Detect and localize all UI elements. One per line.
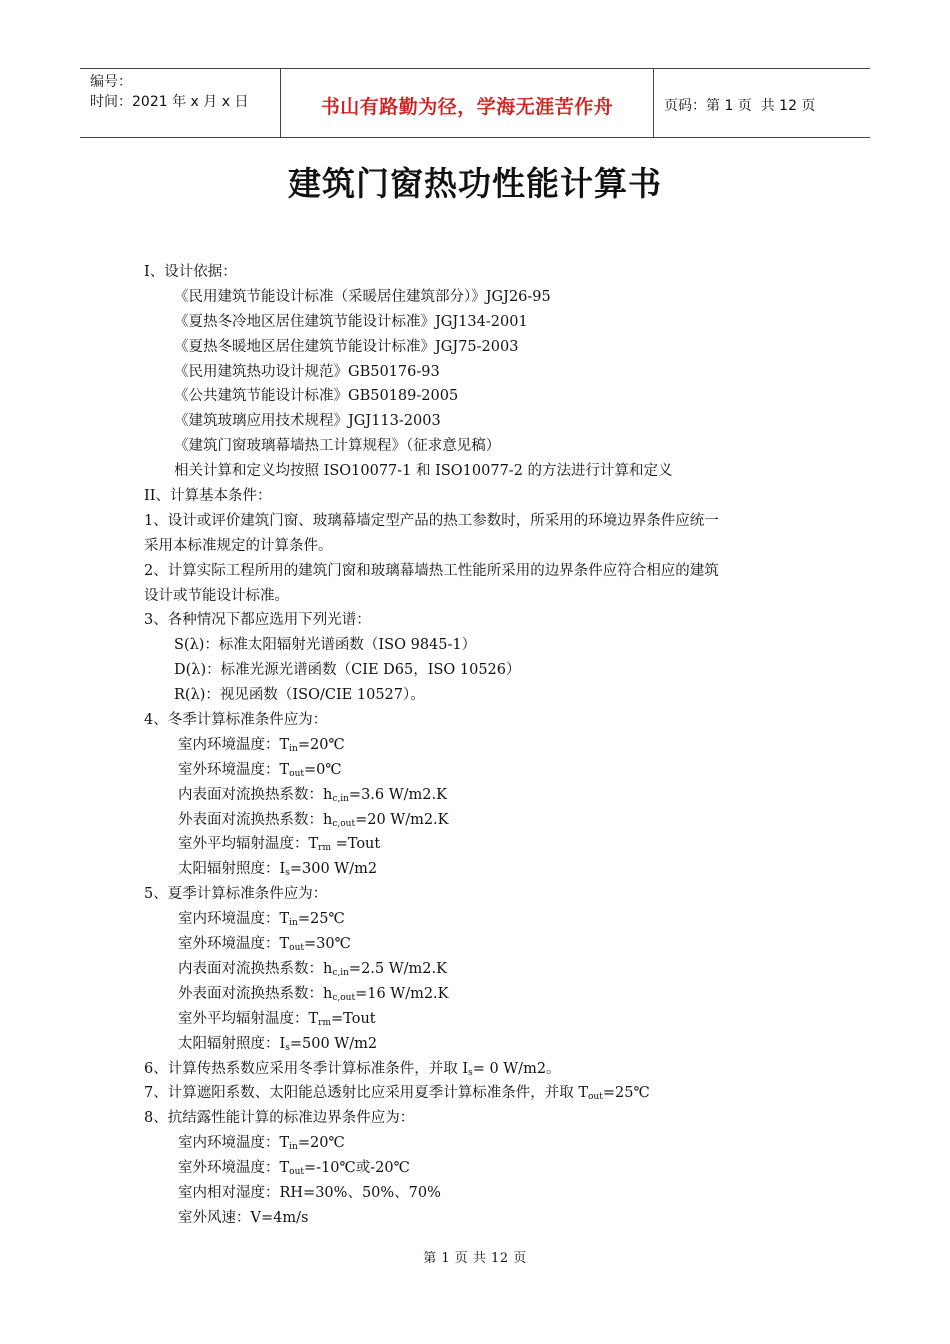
condition-subscript: c,in xyxy=(332,967,349,978)
condition-subscript: in xyxy=(289,743,298,754)
condition-subscript: out xyxy=(289,943,305,954)
paragraph-line: 5、夏季计算标准条件应为： xyxy=(144,886,328,903)
paragraph-line: 1、设计或评价建筑门窗、玻璃幕墙定型产品的热工参数时，所采用的环境边界条件应统一 xyxy=(144,512,719,529)
section-heading: I、设计依据： xyxy=(144,264,237,280)
condition-item xyxy=(144,733,814,758)
condition-item xyxy=(144,932,814,957)
condition-item xyxy=(144,808,814,833)
condition-item xyxy=(144,1007,814,1032)
condition-value: =3.6 W/m2.K xyxy=(348,786,447,803)
condition-text: 太阳辐射照度：I xyxy=(178,1035,286,1052)
condition-text: 室外环境温度：T xyxy=(178,936,290,953)
reference-item: 《夏热冬冷地区居住建筑节能设计标准》JGJ134-2001 xyxy=(174,313,528,330)
condition-subscript: rm xyxy=(318,1017,332,1028)
condition-item xyxy=(144,857,814,882)
document-title: 建筑门窗热功性能计算书 xyxy=(288,164,662,203)
condition-text: 外表面对流换热系数：h xyxy=(178,811,333,828)
header-motto-cell xyxy=(281,69,654,137)
condition-value: =-10℃或-20℃ xyxy=(304,1160,410,1177)
reference-item: 相关计算和定义均按照 ISO10077-1 和 ISO10077-2 的方法进行计算和定义 xyxy=(174,463,673,480)
paragraph-line: 8、抗结露性能计算的标准边界条件应为： xyxy=(144,1110,415,1127)
paragraph-text: 6、计算传热系数应采用冬季计算标准条件，并取 I xyxy=(144,1060,469,1077)
condition-item xyxy=(144,832,814,857)
spectrum-item: D(λ)：标准光源光谱函数（CIE D65，ISO 10526） xyxy=(174,662,521,679)
condition-item xyxy=(144,907,814,932)
condition-value: =Tout xyxy=(331,1010,376,1027)
condition-value: =20℃ xyxy=(297,736,345,753)
condition-item xyxy=(144,1206,814,1231)
condition-value: =16 W/m2.K xyxy=(355,985,449,1002)
condition-item xyxy=(144,1131,814,1156)
condition-item xyxy=(144,783,814,808)
paragraph-line: 2、计算实际工程所用的建筑门窗和玻璃幕墙热工性能所采用的边界条件应符合相应的建筑 xyxy=(144,562,719,579)
paragraph-line: 采用本标准规定的计算条件。 xyxy=(144,537,333,554)
section-heading: II、计算基本条件： xyxy=(144,488,272,505)
document-time: 时间：2021 年 x 月 x 日 xyxy=(90,94,249,110)
paragraph-line xyxy=(144,1081,814,1106)
paragraph-line: 4、冬季计算标准条件应为： xyxy=(144,712,328,729)
reference-item: 《建筑玻璃应用技术规程》JGJ113-2003 xyxy=(174,413,441,430)
condition-value: =500 W/m2 xyxy=(289,1035,378,1052)
condition-subscript: c,out xyxy=(332,992,356,1003)
paragraph-value: =25℃ xyxy=(602,1085,650,1102)
condition-value: =30℃ xyxy=(304,936,351,953)
condition-subscript: s xyxy=(285,1042,290,1053)
spectrum-item: S(λ)：标准太阳辐射光谱函数（ISO 9845-1） xyxy=(174,637,477,654)
condition-text: 室内环境温度：T xyxy=(178,911,290,928)
condition-subscript: out xyxy=(289,1167,305,1178)
condition-text: 室内相对湿度：RH=30%、50%、70% xyxy=(178,1184,441,1201)
condition-text: 太阳辐射照度：I xyxy=(178,861,286,878)
condition-subscript: in xyxy=(289,918,298,929)
document-body xyxy=(144,260,814,1231)
condition-value: =20 W/m2.K xyxy=(355,811,449,828)
condition-subscript: c,in xyxy=(332,793,349,804)
header-motto: 书山有路勤为径，学海无涯苦作舟 xyxy=(320,95,614,118)
paragraph-subscript: out xyxy=(588,1092,603,1103)
condition-subscript: out xyxy=(289,768,305,779)
reference-item: 《民用建筑热功设计规范》GB50176-93 xyxy=(174,363,440,380)
reference-item: 《夏热冬暖地区居住建筑节能设计标准》JGJ75-2003 xyxy=(174,338,519,355)
paragraph-line: 设计或节能设计标准。 xyxy=(144,587,289,604)
condition-text: 内表面对流换热系数：h xyxy=(178,786,333,803)
reference-item: 《民用建筑节能设计标准（采暖居住建筑部分）》JGJ26-95 xyxy=(174,288,551,305)
condition-text: 外表面对流换热系数：h xyxy=(178,985,333,1002)
paragraph-subscript: s xyxy=(468,1067,473,1078)
header-page-cell xyxy=(654,69,870,137)
condition-value: =25℃ xyxy=(297,911,345,928)
condition-item xyxy=(144,1156,814,1181)
paragraph-line xyxy=(144,1057,814,1082)
document-header xyxy=(80,68,870,138)
condition-subscript: s xyxy=(285,868,290,879)
condition-subscript: c,out xyxy=(332,818,356,829)
condition-item xyxy=(144,957,814,982)
page-footer: 第 1 页 共 12 页 xyxy=(423,1251,527,1266)
spectrum-item: R(λ)：视见函数（ISO/CIE 10527）。 xyxy=(174,687,425,704)
paragraph-text: 7、计算遮阳系数、太阳能总透射比应采用夏季计算标准条件，并取 T xyxy=(144,1085,589,1102)
condition-text: 室内环境温度：T xyxy=(178,736,290,753)
document-number-label: 编号： xyxy=(90,74,132,90)
condition-item xyxy=(144,1032,814,1057)
paragraph-value: = 0 W/m2。 xyxy=(472,1060,561,1077)
header-meta xyxy=(80,69,281,137)
condition-text: 室外环境温度：T xyxy=(178,1160,290,1177)
reference-item: 《公共建筑节能设计标准》GB50189-2005 xyxy=(174,388,459,405)
reference-item: 《建筑门窗玻璃幕墙热工计算规程》（征求意见稿） xyxy=(174,438,501,455)
condition-item xyxy=(144,982,814,1007)
condition-text: 室内环境温度：T xyxy=(178,1135,290,1152)
condition-subscript: rm xyxy=(318,843,332,854)
condition-subscript: in xyxy=(289,1142,298,1153)
condition-value: =2.5 W/m2.K xyxy=(348,960,447,977)
condition-value: =300 W/m2 xyxy=(289,861,378,878)
paragraph-line: 3、各种情况下都应选用下列光谱： xyxy=(144,612,371,629)
condition-text: 内表面对流换热系数：h xyxy=(178,960,333,977)
condition-item xyxy=(144,1181,814,1206)
condition-item xyxy=(144,758,814,783)
condition-value: =0℃ xyxy=(304,761,342,778)
condition-text: 室外环境温度：T xyxy=(178,761,290,778)
condition-text: 室外平均辐射温度：T xyxy=(178,836,319,853)
condition-value: =20℃ xyxy=(297,1135,345,1152)
condition-value: =Tout xyxy=(331,836,381,853)
condition-text: 室外风速：V=4m/s xyxy=(178,1209,309,1226)
header-page-info: 页码：第 1 页 共 12 页 xyxy=(664,98,816,114)
condition-text: 室外平均辐射温度：T xyxy=(178,1010,319,1027)
